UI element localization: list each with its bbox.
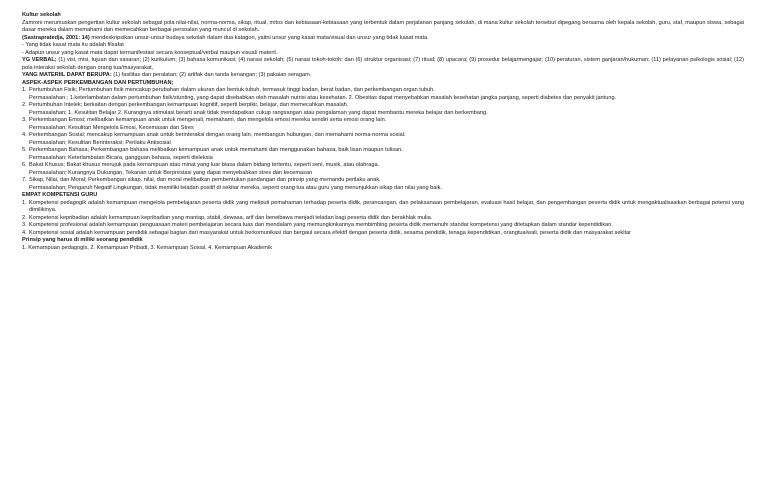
paragraph-sastrapratedja bbox=[22, 35, 744, 43]
aspek-main: Pertumbuhan Fisik; Pertumbuhan fisik mencakup perubahan dalam ukuran dan bentuk tubuh, termasuk tinggi badan, berat badan, dan perkembangan organ tubuh. bbox=[29, 87, 435, 93]
heading-kultur-sekolah: Kultur sekolah bbox=[22, 12, 61, 18]
prinsip-line: 1. Kemampuan pedagogis, 2. Kemampuan Pribadi, 3. Kemampuan Sosial, 4. Kemampuan Akademik bbox=[22, 244, 272, 251]
aspek-permasalahan: Permasalahan; Kesulitan Mengelola Emosi, Kecemasan dan Stres bbox=[29, 124, 194, 131]
aspek-list bbox=[22, 87, 744, 192]
kompetensi-list bbox=[22, 200, 744, 238]
list-item: 1. Kompetensi pedagogik adalah kemampuan mengelola pembelajaran peserta didik yang meliputi pemahaman terhadap peserta didik, perancangan, dan pelaksanaan pembelajaran, evaluasi hasil belajar, dan pengembangan peserta didik untuk mengaktualisasikan berbagai potensi yang dimilikinya. bbox=[22, 199, 744, 213]
list-item: 3. Kompetensi profesional adalah kemampuan penguasaan materi pembelajaran secara luas dan mendalam yang memungkinkannya membimbing peserta didik memenuhi standar kompetensi yang ditetapkan dalam standar kependidikan. bbox=[22, 222, 744, 230]
document-page bbox=[22, 12, 744, 252]
aspek-permasalahan: Permasalahan; Keterlambatan Bicara, gangguan bahasa, seperti disleksia bbox=[29, 154, 213, 161]
aspek-permasalahan: Permasalahan; Kurangnya Dukungan, Tekanan untuk Berprestasi yang dapat menyebabkan stres dan kecemasan bbox=[29, 169, 313, 176]
aspek-main: Perkembangan Sosial; mencakup kemampuan anak untuk berinteraksi dengan orang lain, membangun hubungan, dan memahami norma-norma sosial. bbox=[29, 132, 406, 138]
paragraph-materiil bbox=[22, 72, 744, 80]
aspek-main: Pertumbuhan Intelek; berkaitan dengan perkembangan kemampuan kognitif, seperti berpikir, belajar, dan memecahkan masalah. bbox=[29, 102, 349, 108]
aspek-main: Bakat Khusus; Bakat khusus merujuk pada kemampuan atau minat yang luar biasa dalam bidang tertentu, seperti seni, musik, atau olahraga. bbox=[29, 162, 380, 168]
sastrapratedja-text: mendeskripsikan unsur-unsur budaya sekolah dalam dua katagori, yaitni unsur yang kasat mata/visual dan unsur yang tidak kasat mata. bbox=[89, 34, 429, 41]
kompetensi-text: Kompetensi profesional adalah kemampuan penguasaan materi pembelajaran secara luas dan mendalam yang memungkinkannya membimbing peserta didik memenuhi standar kompetensi yang ditetapkan dalam standar kependidikan. bbox=[29, 222, 613, 228]
list-item: 2. Pertumbuhan Intelek; berkaitan dengan perkembangan kemampuan kognitif, seperti berpikir, belajar, dan memecahkan masalah. Permasalahan; 1. Kesulitan Belajar 2. Kurangnya stimulasi berarti anak tidak mendapatkan cukup rangsangan atau pengalaman yang dapat membantu mereka belajar dan berkembang. bbox=[22, 102, 744, 117]
list-item: 2. Kompetensi kepribadian adalah kemampuan kepribadian yang mantap, stabil, dewasa, arif dan berwibawa menjadi teladan bagi peserta didik dan berakhlak mulia. bbox=[22, 215, 744, 223]
heading-prinsip: Prinsip yang harus di miliki seorang pendidik bbox=[22, 237, 143, 243]
aspek-permasalahan: Permasalahan; Kesulitan Berinteraksi; Perilaku Antisosial bbox=[29, 139, 171, 146]
aspek-main: Sikap, Nilai, dan Moral; Perkembangan sikap, nilai, dan moral melibatkan pembentukan pandangan dan prinsip yang memandu perilaku anak. bbox=[29, 177, 381, 183]
list-item: 4. Kompetensi sosial adalah kemampuan pendidik sebagai bagian dari masyarakat untuk berkomunikasi dan bergaul secara efektif dengan peserta didik, sesama pendidik, tenaga kependidikan, orangtua/wali, peserta didik dan masyarakat sekitar bbox=[22, 230, 744, 238]
line-kasat-mata: - Adapun unsur yang kasat mata dapat termanifestasi secara konseptual/verbal maupun visual/ materil. bbox=[22, 49, 278, 56]
aspek-main: Perkembangan Emosi; melibatkan kemampuan anak untuk mengenali, memahami, dan mengelola emosi mereka sendiri serta emosi orang lain. bbox=[29, 117, 387, 123]
kompetensi-text: Kompetensi pedagogik adalah kemampuan mengelola pembelajaran peserta didik yang meliputi pemahaman terhadap peserta didik, perancangan, dan pelaksanaan pembelajaran, evaluasi hasil belajar, dan pengembangan peserta didik untuk mengaktualisasikan berbagai potensi yang dimilikinya. bbox=[29, 199, 744, 213]
list-item: 7. Sikap, Nilai, dan Moral; Perkembangan sikap, nilai, dan moral melibatkan pembentukan pandangan dan prinsip yang memandu perilaku anak. Permasalahan; Pengaruh Negatif Lingkungan, tidak memiliki teladan positif di sekitar mereka, seperti orang tua atau guru yang menunjukkan sikap dan nilai yang baik. bbox=[22, 177, 744, 192]
heading-aspek: ASPEK-ASPEK PERKEMBANGAN DAN PERTUMBUHAN; bbox=[22, 79, 174, 86]
paragraph-zamroni: Zamroni merumuskan pengertian kultur sekolah sebagai pola nilai-nilai, norma-norma, sikap, ritual, mitos dan kebiasaan-kebiasaan yang terbentuk dalam perjalanan panjang sekolah, di mana kultur sekolah tersebut dipegang bersama oleh kepala sekolah, guru, staf, maupun siswa, sebagai dasar mereka dalam memahami dan memecahkan berbagai persoalan yang muncul di sekolah. bbox=[22, 19, 744, 33]
aspek-permasalahan: Permasalahan; 1. Kesulitan Belajar 2. Kurangnya stimulasi berarti anak tidak mendapatkan cukup rangsangan atau pengalaman yang dapat membantu mereka belajar dan berkembang. bbox=[29, 109, 488, 116]
verbal-label: YG VERBAL; bbox=[22, 57, 57, 63]
list-item: 1. Pertumbuhan Fisik; Pertumbuhan fisik mencakup perubahan dalam ukuran dan bentuk tubuh, termasuk tinggi badan, berat badan, dan perkembangan organ tubuh. Permasalahan ; 1.keterlambatan dalam pertumbuhan fisik/stunting, yang dapat disebabkan oleh masalah nutrisi atau kesehatan. 2. Obesitas dapat menyebabkan masalah kesehatan jangka panjang, seperti diabetes dan penyakit jantung. bbox=[22, 87, 744, 102]
paragraph-verbal bbox=[22, 57, 744, 72]
kompetensi-text: Kompetensi kepribadian adalah kemampuan kepribadian yang mantap, stabil, dewasa, arif dan berwibawa menjadi teladan bagi peserta didik dan berakhlak mulia. bbox=[29, 214, 433, 221]
materiil-text: (1) fasilitas dan peralatan; (2) artifak dan tanda kenangan; (3) pakaian seragam. bbox=[111, 72, 312, 78]
line-tidak-kasat-mata: - Yang tidak kasat mata itu adalah filsafat bbox=[22, 42, 124, 48]
aspek-permasalahan: Permasalahan ; 1.keterlambatan dalam pertumbuhan fisik/stunting, yang dapat disebabkan oleh masalah nutrisi atau kesehatan. 2. Obesitas dapat menyebabkan masalah kesehatan jangka panjang, seperti diabetes dan penyakit jantung. bbox=[29, 94, 617, 101]
list-item: 4. Perkembangan Sosial; mencakup kemampuan anak untuk berinteraksi dengan orang lain, membangun hubungan, dan memahami norma-norma sosial. Permasalahan; Kesulitan Berinteraksi; Perilaku Antisosial bbox=[22, 132, 744, 147]
aspek-permasalahan: Permasalahan; Pengaruh Negatif Lingkungan, tidak memiliki teladan positif di sekitar mereka, seperti orang tua atau guru yang menunjukkan sikap dan nilai yang baik. bbox=[29, 184, 442, 191]
citation-sastrapratedja: (Sastrapratedja, 2001: 14) bbox=[22, 34, 90, 41]
materiil-label: YANG MATERIIL DAPAT BERUPA: bbox=[22, 72, 112, 78]
aspek-main: Perkembangan Bahasa; Perkembangan bahasa melibatkan kemampuan anak untuk memahami dan menggunakan bahasa, baik lisan maupun tulisan. bbox=[29, 147, 403, 153]
heading-empat-kompetensi: EMPAT KOMPETENSI GURU bbox=[22, 192, 98, 198]
list-item: 6. Bakat Khusus; Bakat khusus merujuk pada kemampuan atau minat yang luar biasa dalam bidang tertentu, seperti seni, musik, atau olahraga. Permasalahan; Kurangnya Dukungan, Tekanan untuk Berprestasi yang dapat menyebabkan stres dan kecemasan bbox=[22, 162, 744, 177]
kompetensi-text: Kompetensi sosial adalah kemampuan pendidik sebagai bagian dari masyarakat untuk berkomunikasi dan bergaul secara efektif dengan peserta didik, sesama pendidik, tenaga kependidikan, orangtua/wali, peserta didik dan masyarakat sekitar bbox=[29, 229, 632, 236]
list-item: 5. Perkembangan Bahasa; Perkembangan bahasa melibatkan kemampuan anak untuk memahami dan menggunakan bahasa, baik lisan maupun tulisan. Permasalahan; Keterlambatan Bicara, gangguan bahasa, seperti disleksia bbox=[22, 147, 744, 162]
list-item: 3. Perkembangan Emosi; melibatkan kemampuan anak untuk mengenali, memahami, dan mengelola emosi mereka sendiri serta emosi orang lain. Permasalahan; Kesulitan Mengelola Emosi, Kecemasan dan Stres bbox=[22, 117, 744, 132]
verbal-text: (1) visi, misi, tujuan dan sasaran; (2) kurikulum; (3) bahasa komunikasi; (4) narasi sekolah; (5) narasi tokoh-tokoh; dan (6) struktur organisasi; (7) ritual; (8) upacara; (9) prosedur belajarmengajar; (10) peraturan, sistem ganjaran/hukuman; (11) pelayanan psikologis sosial; (12) pola interaksi sekolah dengan orang tua/masyarakat, bbox=[22, 57, 745, 71]
